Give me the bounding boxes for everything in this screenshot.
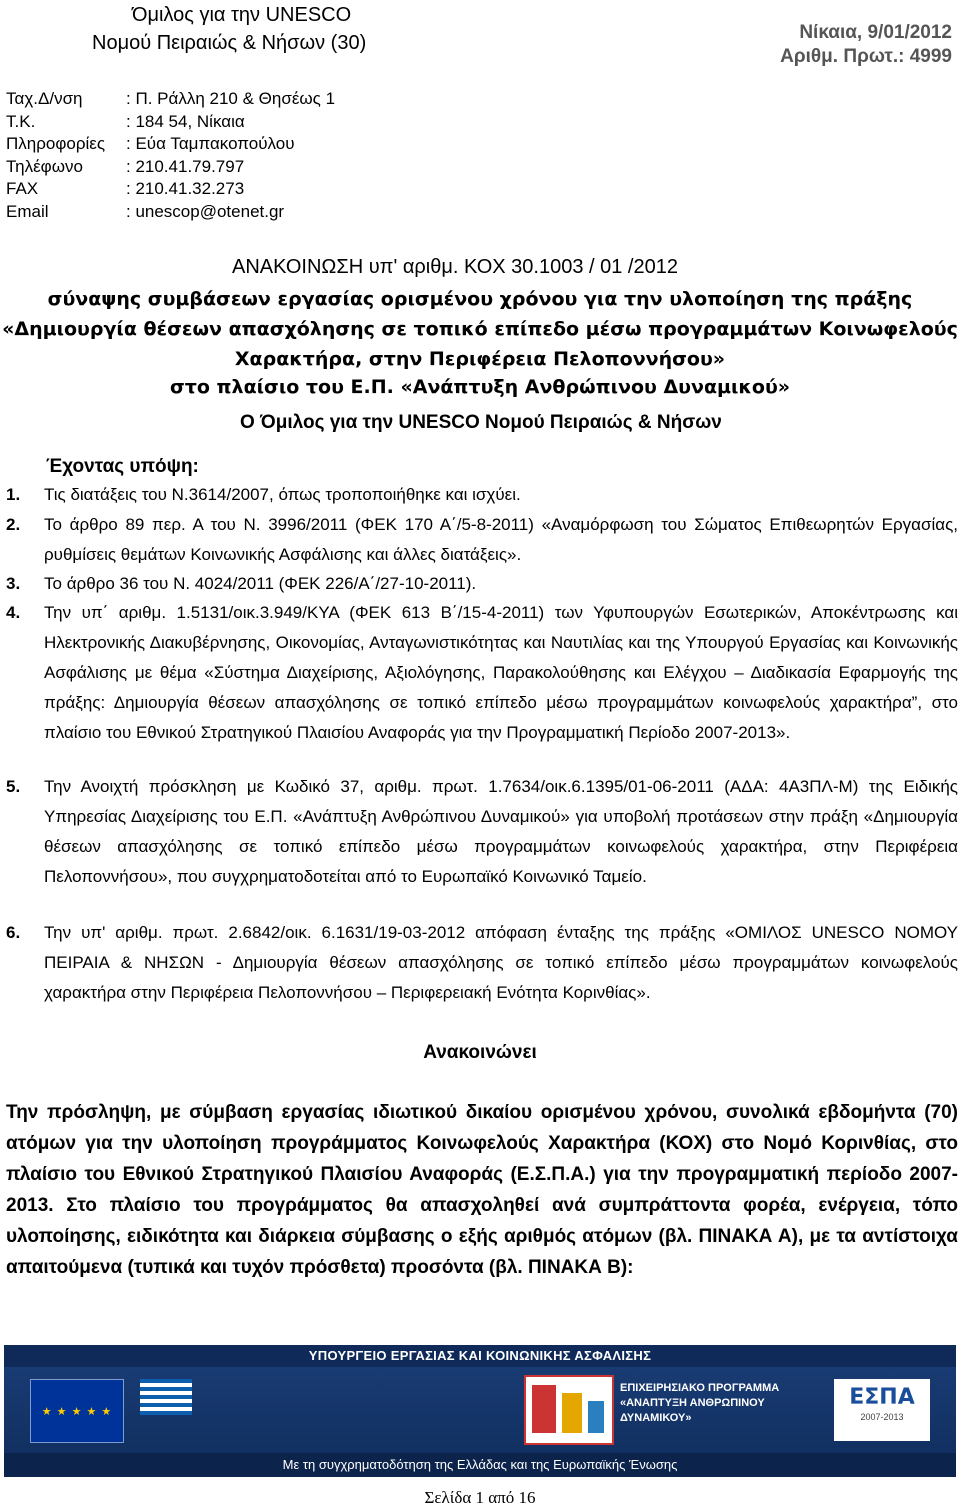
item-number: 2. [6,515,21,534]
considering-heading: Έχοντας υπόψη: [46,456,199,477]
contact-value: : 184 54, Νίκαια [126,111,245,131]
espa-period: 2007-2013 [860,1412,904,1422]
program-name: ΕΠΙΧΕΙΡΗΣΙΑΚΟ ΠΡΟΓΡΑΜΜΑ «ΑΝΑΠΤΥΞΗ ΑΝΘΡΩΠΙΝΟΥ ΔΥΝΑΜΙΚΟΥ» [620,1382,780,1424]
contact-label: Ταχ.Δ/νση [6,89,83,108]
org-name-line2: Νομού Πειραιώς & Νήσων (30) [92,32,367,54]
list-item [6,772,958,892]
title-line5: στο πλαίσιο του Ε.Π. «Ανάπτυξη Ανθρώπινου Δυναμικού» [169,376,791,398]
contact-label: Email [6,201,49,221]
item-number: 3. [6,574,21,593]
list-item [6,598,958,748]
page-number: Σελίδα 1 από 16 [424,1488,536,1507]
item-text: Την Ανοιχτή πρόσκληση με Κωδικό 37, αριθμ. πρωτ. 1.7634/οικ.6.1395/01-06-2011 (ΑΔΑ: 4Α3ΠΛ-Μ) της Ειδικής Υπηρεσίας Διαχείρισης του Ε.Π. «Ανάπτυξη Ανθρώπινου Δυναμικού» για υποβολή προτάσεων στην πράξη «Δημιουργία θέσεων απασχόλησης σε τοπικό επίπεδο μέσω προγραμμάτων κοινωφελούς χαρακτήρα, στην Περιφέρεια Πελοποννήσου», που συγχρηματοδοτείται από το Ευρωπαϊκό Κοινωνικό Ταμείο. [44,777,958,886]
funding-banner [4,1345,956,1477]
contact-label: Πληροφορίες [6,134,106,153]
document-date: Νίκαια, 9/01/2012 [799,22,952,43]
announcement-paragraph: Την πρόσληψη, με σύμβαση εργασίας ιδιωτικού δικαίου ορισμένου χρόνου, συνολικά εβδομήντα (70) ατόμων για την υλοποίηση προγράμματος Κοινωφελούς Χαρακτήρα (ΚΟΧ) στο Νομό Κορινθίας, στο πλαίσιο του Εθνικού Στρατηγικού Πλαισίου Αναφοράς (Ε.Σ.Π.Α.) για την προγραμματική περίοδο 2007-2013. Στο πλαίσιο του προγράμματος θα απασχοληθεί ανά συμπράττοντα φορέα, ενέργεια, τόπο υλοποίησης, ειδικότητα και διάρκεια σύμβασης ο εξής αριθμός ατόμων (βλ. ΠΙΝΑΚΑ Α), με τα αντίστοιχα απαιτούμενα (τυπικά και τυχόν πρόσθετα) προσόντα (βλ. ΠΙΝΑΚΑ Β): [6,1102,958,1278]
contact-row-postal [6,111,335,134]
contact-value: : unescop@otenet.gr [126,201,285,221]
espa-word: ΕΣΠΑ [849,1385,915,1410]
contact-label: Τ.Κ. [6,111,36,131]
contact-row-phone [6,156,335,179]
item-text: Το άρθρο 89 περ. Α του Ν. 3996/2011 (ΦΕΚ 170 Α΄/5-8-2011) «Αναμόρφωση του Σώματος Επιθεωρητών Εργασίας, ρυθμίσεις θεμάτων Κοινωνικής Ασφάλισης και άλλες διατάξεις». [44,515,958,564]
title-line2: σύναψης συμβάσεων εργασίας ορισμένου χρόνου για την υλοποίηση της πράξης [47,288,913,310]
item-text: Τις διατάξεις του Ν.3614/2007, όπως τροποποιήθηκε και ισχύει. [44,485,521,504]
espa-logo [834,1379,930,1441]
protocol-number: Αριθμ. Πρωτ.: 4999 [780,46,952,67]
contact-row-address [6,88,335,111]
ministry-heading: ΥΠΟΥΡΓΕΙΟ ΕΡΓΑΣΙΑΣ ΚΑΙ ΚΟΙΝΩΝΙΚΗΣ ΑΣΦΑΛΙΣΗΣ [4,1345,956,1367]
contact-value: : 210.41.32.273 [126,179,245,198]
item-text: Την υπ' αριθμ. πρωτ. 2.6842/οικ. 6.1631/19-03-2012 απόφαση ένταξης της πράξης «ΟΜΙΛΟΣ UNESCO ΝΟΜΟΥ ΠΕΙΡΑΙΑ & ΝΗΣΩΝ - Δημιουργία θέσεων απασχόλησης σε τοπικό επίπεδο μέσω προγραμμάτων κοινωφελούς χαρακτήρα στην Περιφέρεια Πελοποννήσου – Περιφερειακή Ενότητα Κορινθίας». [44,923,958,1002]
contact-row-info [6,133,335,156]
contact-value: : Εύα Ταμπακοπούλου [126,134,295,153]
list-item [6,918,958,1008]
contact-value: : 210.41.79.797 [126,156,245,176]
item-number: 6. [6,923,21,942]
issuer-line: Ο Όμιλος για την UNESCO Νομού Πειραιώς & Νήσων [240,412,722,433]
item-text: Το άρθρο 36 του Ν. 4024/2011 (ΦΕΚ 226/Α΄/27-10-2011). [44,574,477,593]
announcement-number: ΑΝΑΚΟΙΝΩΣΗ υπ' αριθμ. ΚΟΧ 30.1003 / 01 /2012 [232,256,678,278]
list-item [6,569,958,599]
program-logo-icon [524,1375,614,1445]
list-item [6,480,958,510]
contact-value: : Π. Ράλλη 210 & Θησέως 1 [126,89,336,108]
announces-heading: Ανακοινώνει [423,1042,537,1063]
contact-label: FAX [6,179,39,198]
item-number: 4. [6,603,21,622]
contact-row-email [6,201,335,224]
greek-flag-icon [140,1379,192,1415]
title-line3: «Δημιουργία θέσεων απασχόλησης σε τοπικό επίπεδο μέσω προγραμμάτων Κοινωφελούς [2,318,958,340]
item-number: 5. [6,777,21,796]
eu-flag-icon: ★ ★ ★ ★ ★ [30,1379,124,1443]
contact-row-fax [6,178,335,201]
item-text: Την υπ΄ αριθμ. 1.5131/οικ.3.949/ΚΥΑ (ΦΕΚ 613 Β΄/15-4-2011) των Υφυπουργών Εσωτερικών, Αποκέντρωσης και Ηλεκτρονικής Διακυβέρνησης, Οικονομίας, Ανταγωνιστικότητας και Ναυτιλίας και της Υπουργού Εργασίας και Κοινωνικής Ασφάλισης με θέμα «Σύστημα Διαχείρισης, Αξιολόγησης, Παρακολούθησης και Ελέγχου – Διαδικασία Εφαρμογής της πράξης: Δημιουργία θέσεων απασχόλησης σε τοπικό επίπεδο μέσω προγραμμάτων κοινωφελούς χαρακτήρα”, στο πλαίσιο του Εθνικού Στρατηγικού Πλαισίου Αναφοράς για την Προγραμματική Περίοδο 2007-2013». [44,603,958,742]
cofunding-text: Με τη συγχρηματοδότηση της Ελλάδας και της Ευρωπαϊκής Ένωσης [4,1453,956,1477]
item-number: 1. [6,485,21,504]
title-line4: Χαρακτήρα, στην Περιφέρεια Πελοποννήσου» [234,348,726,370]
contact-label: Τηλέφωνο [6,156,83,176]
list-item [6,510,958,570]
contact-block [6,88,335,223]
org-name-line1: Όμιλος για την UNESCO [132,4,352,26]
